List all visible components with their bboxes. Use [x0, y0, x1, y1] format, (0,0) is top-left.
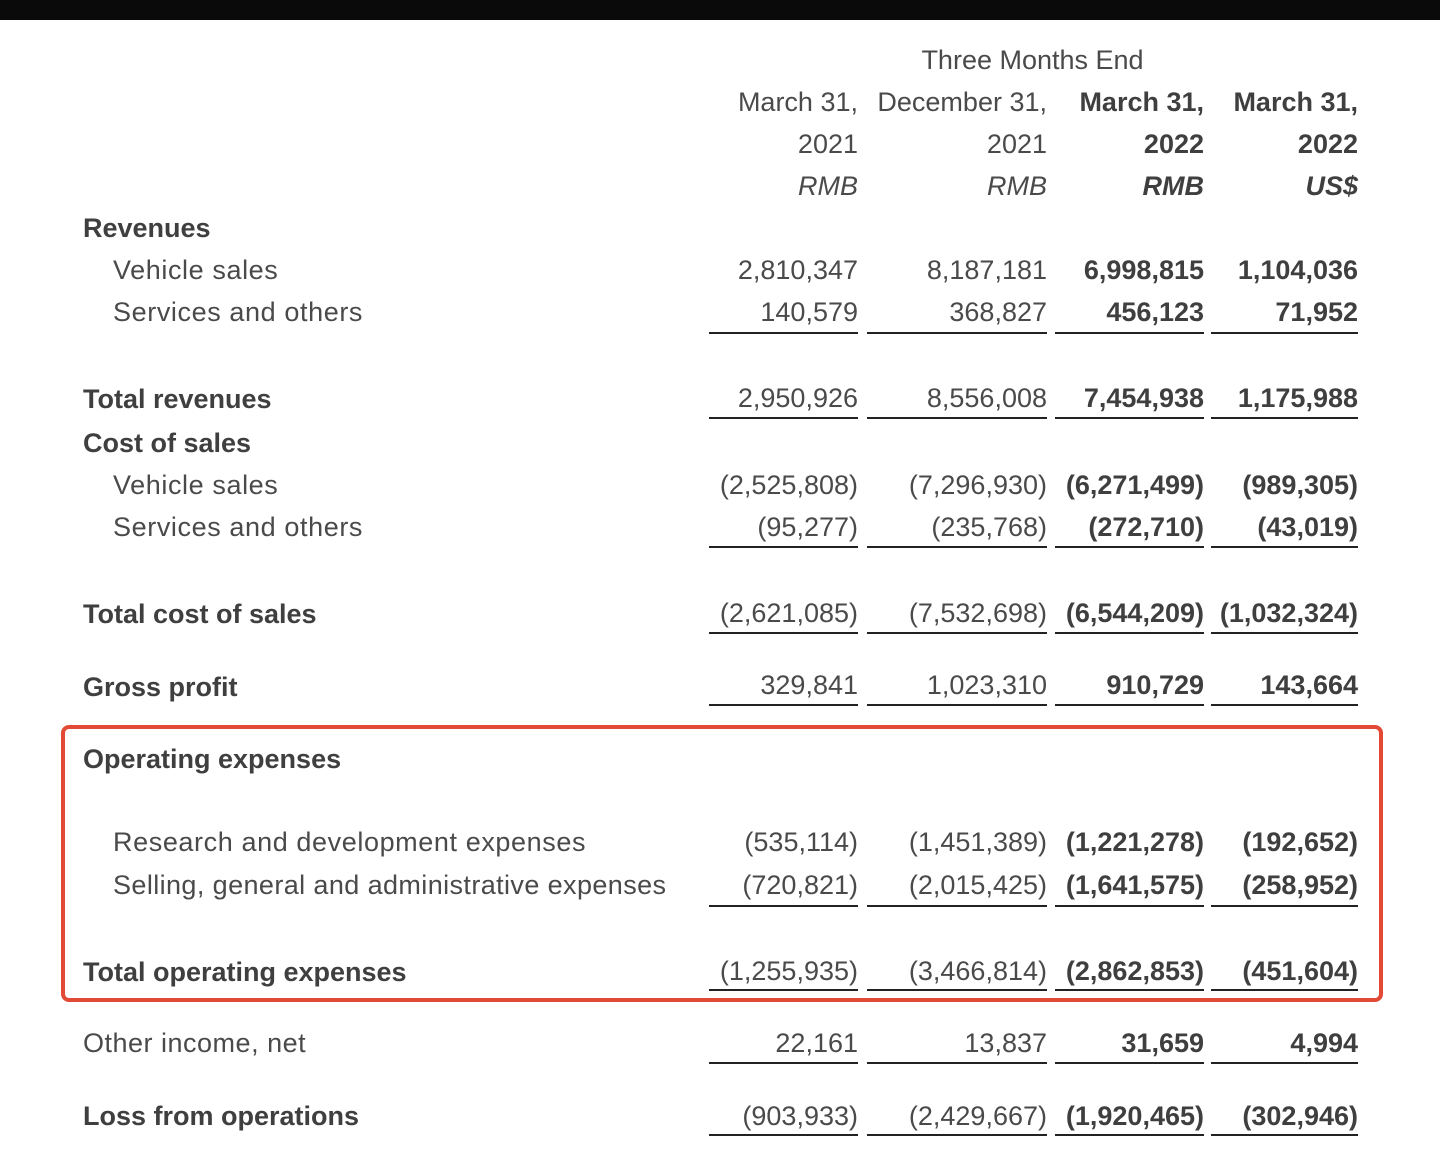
- col2-header-line1: December 31,: [877, 87, 1047, 117]
- cell: (535,114): [744, 827, 858, 857]
- cell: (1,032,324): [1219, 598, 1358, 628]
- underline: [867, 332, 1047, 334]
- cell: (43,019): [1257, 512, 1358, 542]
- row-label-rnd: Research and development expenses: [113, 827, 587, 857]
- underline: [1211, 1134, 1358, 1136]
- cell: (7,532,698): [908, 598, 1047, 628]
- underline: [1055, 704, 1204, 706]
- cell: 2,810,347: [737, 255, 858, 285]
- row-label-total-operating-expenses: Total operating expenses: [83, 957, 407, 987]
- cell: (235,768): [931, 512, 1047, 542]
- underline: [709, 1062, 858, 1064]
- cell: (95,277): [757, 512, 858, 542]
- cell: (1,641,575): [1065, 870, 1204, 900]
- cell: (6,271,499): [1065, 470, 1204, 500]
- cell: (2,621,085): [719, 598, 858, 628]
- cell: 368,827: [949, 297, 1047, 327]
- underline: [1211, 632, 1358, 634]
- underline: [867, 632, 1047, 634]
- cell: (2,525,808): [719, 470, 858, 500]
- cell: 910,729: [1106, 670, 1204, 700]
- row-label-sga: Selling, general and administrative expenses: [113, 870, 667, 900]
- col4-header-line2: 2022: [1297, 129, 1358, 159]
- cell: (258,952): [1242, 870, 1358, 900]
- underline: [1055, 1062, 1204, 1064]
- underline: [709, 632, 858, 634]
- row-label-total-cost-of-sales: Total cost of sales: [83, 599, 317, 629]
- section-revenues: Revenues: [83, 213, 211, 243]
- section-operating-expenses: Operating expenses: [83, 744, 342, 774]
- cell: 4,994: [1290, 1028, 1358, 1058]
- cell: 13,837: [964, 1028, 1047, 1058]
- cell: (1,255,935): [719, 956, 858, 986]
- underline: [1055, 1134, 1204, 1136]
- underline: [867, 546, 1047, 548]
- underline: [709, 1134, 858, 1136]
- cell: (2,429,667): [908, 1101, 1047, 1131]
- col3-header-line1: March 31,: [1079, 87, 1204, 117]
- cell: 31,659: [1121, 1028, 1204, 1058]
- cell: 329,841: [760, 670, 858, 700]
- top-bar: [0, 0, 1440, 20]
- col2-header-line2: 2021: [986, 129, 1047, 159]
- cell: 1,023,310: [926, 670, 1047, 700]
- cell: 8,556,008: [926, 383, 1047, 413]
- underline: [1211, 704, 1358, 706]
- cell: 1,175,988: [1237, 383, 1358, 413]
- cell: (989,305): [1242, 470, 1358, 500]
- cell: (192,652): [1242, 827, 1358, 857]
- underline: [709, 989, 858, 991]
- cell: (6,544,209): [1065, 598, 1204, 628]
- cell: 140,579: [760, 297, 858, 327]
- underline: [1055, 417, 1204, 419]
- row-label-gross-profit: Gross profit: [83, 672, 238, 702]
- underline: [867, 1062, 1047, 1064]
- cell: (2,015,425): [908, 870, 1047, 900]
- cell: 2,950,926: [737, 383, 858, 413]
- underline: [1211, 905, 1358, 907]
- underline: [1055, 546, 1204, 548]
- col3-header-currency: RMB: [1142, 171, 1204, 201]
- underline: [1055, 989, 1204, 991]
- header-group-title: Three Months End: [921, 45, 1144, 75]
- underline: [709, 332, 858, 334]
- underline: [1211, 332, 1358, 334]
- row-label-cos-services: Services and others: [113, 512, 364, 542]
- underline: [1211, 546, 1358, 548]
- underline: [709, 546, 858, 548]
- underline: [709, 905, 858, 907]
- underline: [867, 417, 1047, 419]
- cell: 1,104,036: [1237, 255, 1358, 285]
- underline: [1211, 417, 1358, 419]
- cell: (1,221,278): [1065, 827, 1204, 857]
- cell: (272,710): [1088, 512, 1204, 542]
- underline: [1055, 905, 1204, 907]
- cell: (720,821): [742, 870, 858, 900]
- cell: 22,161: [775, 1028, 858, 1058]
- underline: [1055, 632, 1204, 634]
- col4-header-currency: US$: [1305, 171, 1358, 201]
- cell: 143,664: [1260, 670, 1358, 700]
- row-label-loss-from-operations: Loss from operations: [83, 1101, 360, 1131]
- cell: (2,862,853): [1065, 956, 1204, 986]
- underline: [1211, 989, 1358, 991]
- underline: [867, 1134, 1047, 1136]
- row-label-cos-vehicle: Vehicle sales: [113, 470, 279, 500]
- cell: 456,123: [1106, 297, 1204, 327]
- row-label-total-revenues: Total revenues: [83, 384, 272, 414]
- row-label-rev-vehicle: Vehicle sales: [113, 255, 279, 285]
- cell: 8,187,181: [926, 255, 1047, 285]
- col1-header-line2: 2021: [797, 129, 858, 159]
- underline: [1055, 332, 1204, 334]
- underline: [709, 704, 858, 706]
- row-label-other-income: Other income, net: [83, 1028, 307, 1058]
- col2-header-currency: RMB: [987, 171, 1047, 201]
- cell: (903,933): [742, 1101, 858, 1131]
- cell: (7,296,930): [908, 470, 1047, 500]
- underline: [867, 989, 1047, 991]
- cell: (451,604): [1242, 956, 1358, 986]
- row-label-rev-services: Services and others: [113, 297, 364, 327]
- cell: (3,466,814): [908, 956, 1047, 986]
- col4-header-line1: March 31,: [1233, 87, 1358, 117]
- underline: [867, 704, 1047, 706]
- col1-header-line1: March 31,: [737, 87, 858, 117]
- col3-header-line2: 2022: [1143, 129, 1204, 159]
- cell: (1,920,465): [1065, 1101, 1204, 1131]
- underline: [1211, 1062, 1358, 1064]
- col1-header-currency: RMB: [798, 171, 858, 201]
- cell: (1,451,389): [908, 827, 1047, 857]
- underline: [709, 417, 858, 419]
- cell: (302,946): [1242, 1101, 1358, 1131]
- underline: [867, 905, 1047, 907]
- cell: 7,454,938: [1083, 383, 1204, 413]
- cell: 6,998,815: [1083, 255, 1204, 285]
- section-cost-of-sales: Cost of sales: [83, 428, 252, 458]
- cell: 71,952: [1275, 297, 1358, 327]
